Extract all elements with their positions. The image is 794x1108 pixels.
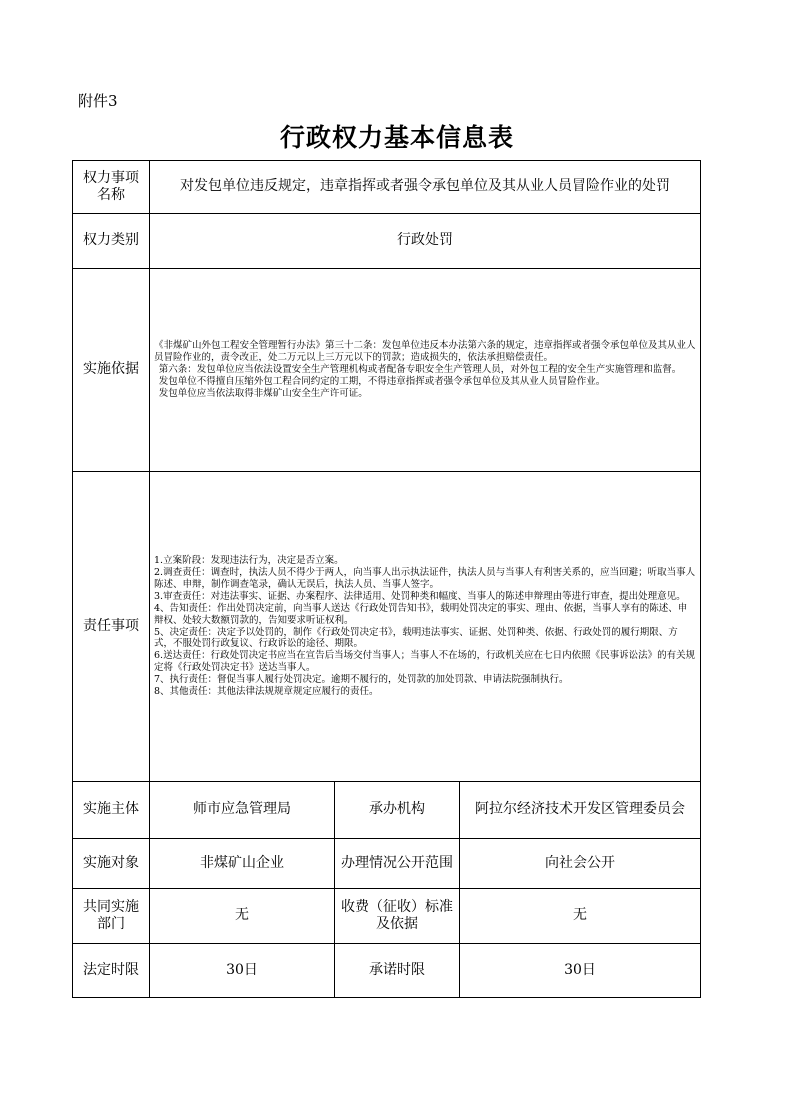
row-joint — [73, 889, 701, 944]
page-title: 行政权力基本信息表 — [279, 123, 514, 152]
disclosure-value: 向社会公开 — [460, 839, 701, 889]
basis-line: 发包单位应当依法取得非煤矿山安全生产许可证。 — [158, 387, 368, 399]
power-item-label: 权力事项名称 — [73, 161, 150, 214]
basis-label: 实施依据 — [73, 269, 150, 472]
duty-line: 8、其他责任：其他法律法规规章规定应履行的责任。 — [154, 685, 379, 697]
basis-line: 发包单位不得擅自压缩外包工程合同约定的工期，不得违章指挥或者强令承包单位及其从业人员冒险作业。 — [158, 375, 606, 387]
row-time-limit — [73, 944, 701, 998]
handler-value: 阿拉尔经济技术开发区管理委员会 — [460, 782, 701, 839]
power-type-label: 权力类别 — [73, 214, 150, 269]
disclosure-label: 办理情况公开范围 — [335, 839, 460, 889]
joint-label: 共同实施部门 — [73, 889, 150, 944]
basis-line: 第六条：发包单位应当依法设置安全生产管理机构或者配备专职安全生产管理人员，对外包工程的安全生产实施管理和监督。 — [158, 364, 682, 376]
duty-line: 3.审查责任：对违法事实、证据、办案程序、法律适用、处罚种类和幅度、当事人的陈述申辩理由等进行审查，提出处理意见。 — [154, 590, 686, 602]
row-target — [73, 839, 701, 889]
duty-content — [150, 472, 701, 782]
fee-value: 无 — [460, 889, 701, 944]
duty-line: 6.送达责任：行政处罚决定书应当在宣告后当场交付当事人；当事人不在场的，行政机关应在七日内依照《民事诉讼法》的有关规定将《行政处罚决定书》送达当事人。 — [154, 650, 696, 674]
promise-limit-label: 承诺时限 — [335, 944, 460, 998]
power-info-table — [72, 160, 701, 998]
subject-label: 实施主体 — [73, 782, 150, 839]
legal-limit-value: 30日 — [150, 944, 335, 998]
duty-line: 1.立案阶段：发现违法行为，决定是否立案。 — [154, 555, 344, 567]
duty-line: 5、决定责任：决定予以处罚的，制作《行政处罚决定书》，载明违法事实、证据、处罚种类、依据、行政处罚的履行期限、方式，不服处罚行政复议、行政诉讼的途径、期限。 — [154, 626, 678, 650]
power-item-value: 对发包单位违反规定，违章指挥或者强令承包单位及其从业人员冒险作业的处罚 — [150, 161, 701, 214]
row-subject — [73, 782, 701, 839]
duty-label: 责任事项 — [73, 472, 150, 782]
promise-limit-value: 30日 — [460, 944, 701, 998]
power-type-value: 行政处罚 — [150, 214, 701, 269]
fee-label: 收费（征收）标准及依据 — [335, 889, 460, 944]
row-power-type — [73, 214, 701, 269]
handler-label: 承办机构 — [335, 782, 460, 839]
basis-line: 《非煤矿山外包工程安全管理暂行办法》第三十二条：发包单位违反本办法第六条的规定，违章指挥或者强令承包单位及其从业人员冒险作业的，责令改正，处二万元以上三万元以下的罚款；造成损失的，依法承担赔偿责任。 — [154, 340, 696, 364]
duty-line: 2.调查责任：调查时，执法人员不得少于两人，向当事人出示执法证件，执法人员与当事人有利害关系的，应当回避；听取当事人陈述、申辩，制作调查笔录，确认无误后，执法人员、当事人签字。 — [154, 567, 696, 590]
row-duty — [73, 472, 701, 782]
attachment-label: 附件3 — [78, 92, 118, 110]
legal-limit-label: 法定时限 — [73, 944, 150, 998]
joint-value: 无 — [150, 889, 335, 944]
row-power-item — [73, 161, 701, 214]
basis-content — [150, 269, 701, 472]
row-basis — [73, 269, 701, 472]
duty-line: 7、执行责任：督促当事人履行处罚决定。逾期不履行的，处罚款的加处罚款、申请法院强制执行。 — [154, 674, 569, 685]
target-value: 非煤矿山企业 — [150, 839, 335, 889]
target-label: 实施对象 — [73, 839, 150, 889]
subject-value: 师市应急管理局 — [150, 782, 335, 839]
duty-line: 4、告知责任：作出处罚决定前，向当事人送达《行政处罚告知书》，载明处罚决定的事实、理由、依据，当事人享有的陈述、申辩权、处较大数额罚款的，告知要求听证权利。 — [154, 602, 688, 626]
